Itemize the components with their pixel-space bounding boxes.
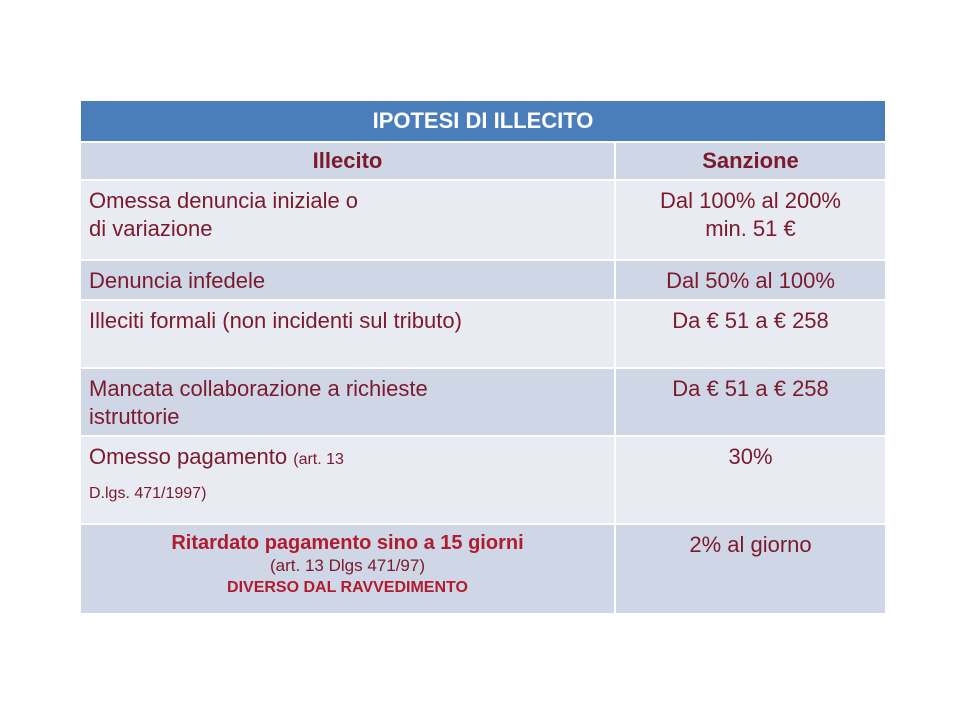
cell-illecito — [80, 368, 615, 436]
cell-sanzione — [615, 180, 886, 260]
cell-text: di variazione — [89, 216, 213, 241]
table-row — [80, 436, 886, 524]
table-title: IPOTESI DI ILLECITO — [80, 100, 886, 142]
cell-text: min. 51 € — [705, 216, 796, 241]
sanctions-table — [79, 99, 887, 615]
cell-sanzione: Dal 50% al 100% — [615, 260, 886, 300]
table-row — [80, 368, 886, 436]
cell-sanzione: 30% — [615, 436, 886, 524]
table-row — [80, 260, 886, 300]
cell-illecito: Illeciti formali (non incidenti sul tributo) — [80, 300, 615, 368]
cell-text: Ritardato pagamento sino a 15 giorni — [171, 532, 524, 554]
cell-illecito — [80, 524, 615, 614]
cell-ref: D.lgs. 471/1997) — [89, 485, 207, 502]
cell-text: Mancata collaborazione a richieste — [89, 376, 428, 401]
cell-text: Dal 100% al 200% — [659, 188, 841, 213]
table-row — [80, 180, 886, 260]
table-row — [80, 524, 886, 614]
cell-note: DIVERSO DAL RAVVEDIMENTO — [227, 579, 468, 596]
table-title-row — [80, 100, 886, 142]
cell-illecito — [80, 180, 615, 260]
cell-illecito: Denuncia infedele — [80, 260, 615, 300]
cell-text: istruttorie — [89, 404, 180, 429]
table-header-row — [80, 142, 886, 180]
table-row — [80, 300, 886, 368]
cell-text: Omessa denuncia iniziale o — [89, 188, 359, 213]
cell-illecito — [80, 436, 615, 524]
cell-sanzione: 2% al giorno — [615, 524, 886, 614]
cell-ref: (art. 13 Dlgs 471/97) — [270, 556, 425, 575]
header-sanzione: Sanzione — [615, 142, 886, 180]
cell-sanzione: Da € 51 a € 258 — [615, 368, 886, 436]
cell-ref: (art. 13 — [293, 451, 344, 468]
cell-text: Omesso pagamento — [89, 444, 288, 469]
header-illecito: Illecito — [80, 142, 615, 180]
cell-sanzione: Da € 51 a € 258 — [615, 300, 886, 368]
